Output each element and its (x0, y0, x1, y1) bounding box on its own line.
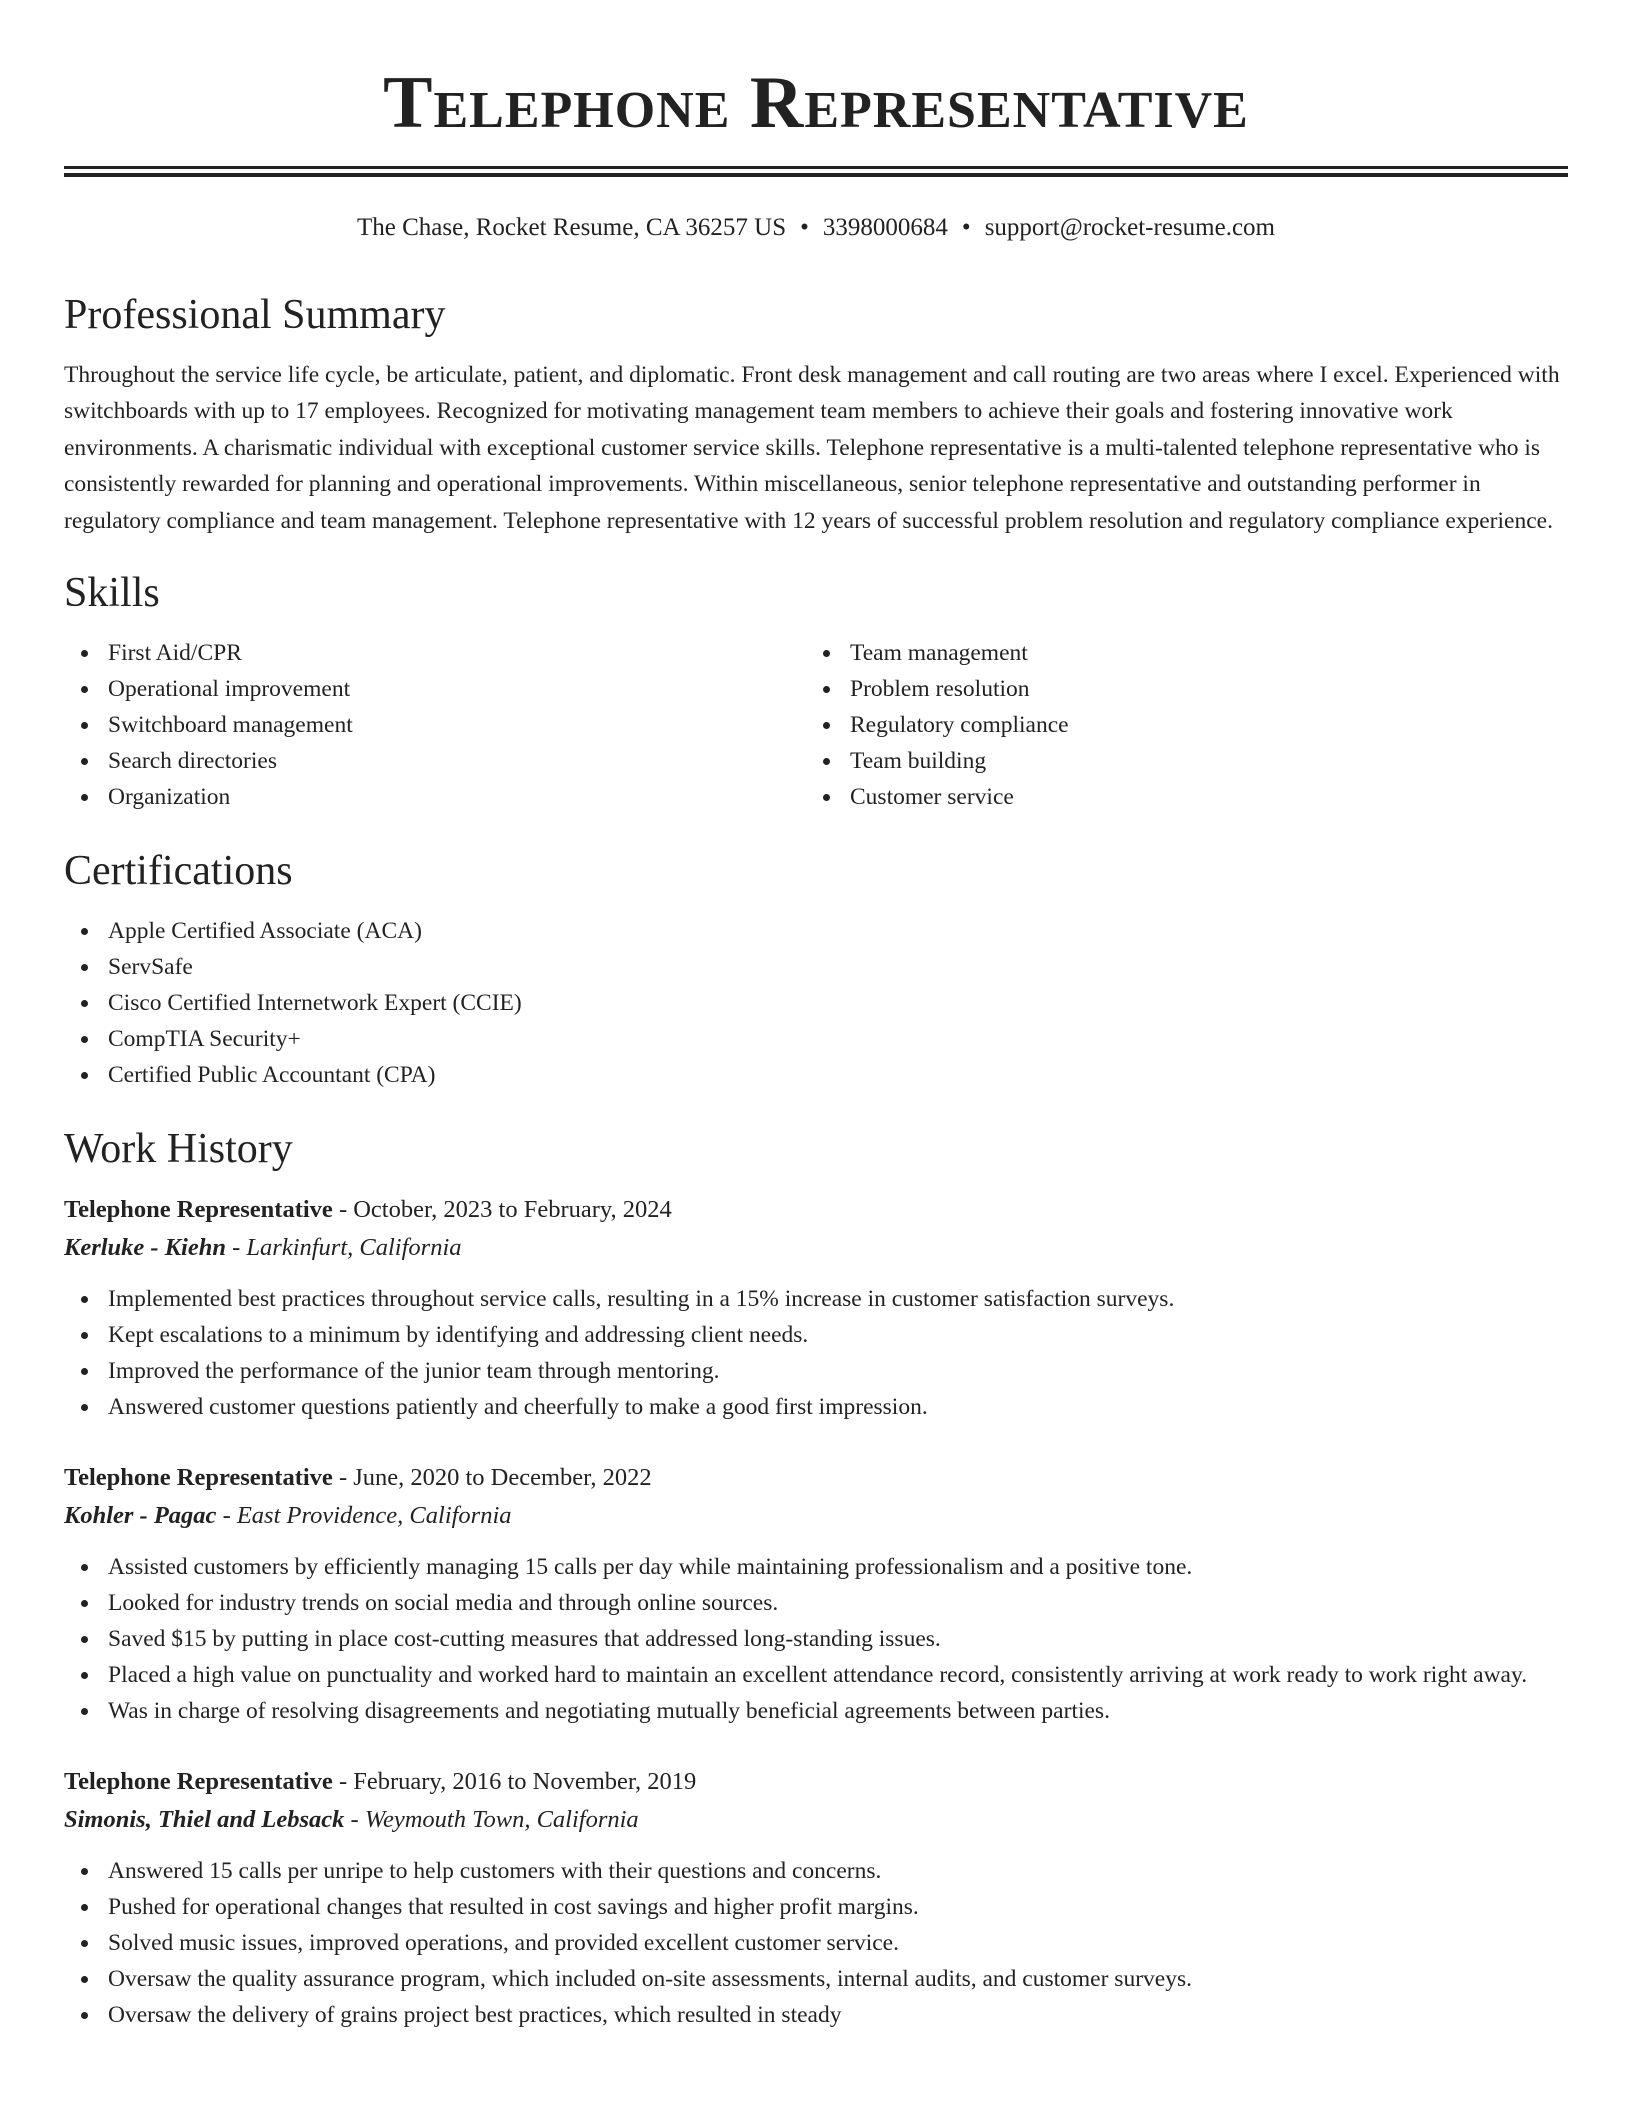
contact-separator: • (961, 214, 971, 241)
skill-item: Regulatory compliance (806, 707, 1548, 743)
skill-item: Customer service (806, 779, 1548, 815)
job-bullets (64, 1853, 1568, 2033)
job-bullet: Assisted customers by efficiently managing 15 calls per day while maintaining professionalism and a positive tone. (64, 1549, 1568, 1585)
skill-item: First Aid/CPR (64, 635, 806, 671)
skill-item: Problem resolution (806, 671, 1548, 707)
contact-address: The Chase, Rocket Resume, CA 36257 US (357, 214, 787, 241)
professional-summary-section (64, 289, 1568, 539)
contact-line (64, 211, 1568, 245)
job-bullet: Looked for industry trends on social media and through online sources. (64, 1585, 1568, 1621)
skill-item: Organization (64, 779, 806, 815)
job-bullet: Solved music issues, improved operations, and provided excellent customer service. (64, 1925, 1568, 1961)
job-title: Telephone Representative (64, 1768, 333, 1796)
skills-section (64, 567, 1568, 815)
section-heading-certifications: Certifications (64, 848, 293, 895)
job-bullet: Was in charge of resolving disagreements and negotiating mutually beneficial agreements between parties. (64, 1693, 1568, 1729)
contact-phone: 3398000684 (822, 214, 948, 241)
job-location: - East Providence, California (216, 1502, 512, 1530)
job-entry (64, 1459, 1568, 1729)
contact-email: support@rocket-resume.com (984, 214, 1275, 241)
job-bullet: Pushed for operational changes that resulted in cost savings and higher profit margins. (64, 1889, 1568, 1925)
job-location: - Larkinfurt, California (226, 1234, 462, 1262)
section-heading-work-history: Work History (64, 1126, 293, 1173)
title-divider (64, 166, 1568, 177)
job-title-line (64, 1191, 1568, 1229)
skill-item: Team management (806, 635, 1548, 671)
certification-item: Certified Public Accountant (CPA) (64, 1057, 1568, 1093)
job-company-line (64, 1801, 1568, 1839)
job-company: Simonis, Thiel and Lebsack (64, 1806, 345, 1834)
resume-title: Telephone Representative (383, 62, 1249, 144)
section-heading-summary: Professional Summary (64, 292, 446, 338)
skill-item: Search directories (64, 743, 806, 779)
job-bullet: Kept escalations to a minimum by identifying and addressing client needs. (64, 1317, 1568, 1353)
job-bullets (64, 1549, 1568, 1729)
skills-list-right (806, 635, 1548, 815)
job-bullet: Saved $15 by putting in place cost-cutting measures that addressed long-standing issues. (64, 1621, 1568, 1657)
job-title: Telephone Representative (64, 1464, 333, 1492)
skill-item: Switchboard management (64, 707, 806, 743)
certifications-list (64, 913, 1568, 1093)
job-company-line (64, 1229, 1568, 1267)
skills-grid (64, 635, 1568, 815)
certification-item: CompTIA Security+ (64, 1021, 1568, 1057)
job-title: Telephone Representative (64, 1196, 333, 1224)
certification-item: Apple Certified Associate (ACA) (64, 913, 1568, 949)
job-company: Kerluke - Kiehn (64, 1234, 226, 1262)
job-bullet: Implemented best practices throughout service calls, resulting in a 15% increase in customer satisfaction surveys. (64, 1281, 1568, 1317)
job-bullet: Answered customer questions patiently and cheerfully to make a good first impression. (64, 1389, 1568, 1425)
section-heading-skills: Skills (64, 570, 160, 617)
job-dates: - October, 2023 to February, 2024 (332, 1196, 672, 1224)
job-title-line (64, 1459, 1568, 1497)
skill-item: Operational improvement (64, 671, 806, 707)
job-bullet: Improved the performance of the junior team through mentoring. (64, 1353, 1568, 1389)
skills-list-left (64, 635, 806, 815)
job-company: Kohler - Pagac (64, 1502, 217, 1530)
summary-text: Throughout the service life cycle, be articulate, patient, and diplomatic. Front desk management and call routing are two areas where I excel. Experienced with switchboards with up to 17 employees. Recognized for motivating management team members to achieve their goals and fostering innovative work environments. A charismatic individual with exceptional customer service skills. Telephone representative is a multi-talented telephone representative who is consistently rewarded for planning and operational improvements. Within miscellaneous, senior telephone representative and outstanding performer in regulatory compliance and team management. Telephone representative with 12 years of successful problem resolution and regulatory compliance experience. (64, 362, 1560, 534)
job-bullets (64, 1281, 1568, 1425)
certifications-section (64, 845, 1568, 1093)
contact-separator: • (800, 214, 809, 241)
skill-item: Team building (806, 743, 1548, 779)
certification-item: Cisco Certified Internetwork Expert (CCIE) (64, 985, 1568, 1021)
job-location: - Weymouth Town, California (344, 1806, 639, 1834)
job-bullet: Oversaw the delivery of grains project best practices, which resulted in steady (64, 1997, 1568, 2033)
job-bullet: Answered 15 calls per unripe to help customers with their questions and concerns. (64, 1853, 1568, 1889)
job-dates: - February, 2016 to November, 2019 (332, 1768, 697, 1796)
job-bullet: Oversaw the quality assurance program, which included on-site assessments, internal audits, and customer surveys. (64, 1961, 1568, 1997)
job-dates: - June, 2020 to December, 2022 (332, 1464, 652, 1492)
resume-page (64, 0, 1568, 2112)
job-entry (64, 1763, 1568, 2033)
certification-item: ServSafe (64, 949, 1568, 985)
job-bullet: Placed a high value on punctuality and worked hard to maintain an excellent attendance record, consistently arriving at work ready to work right away. (64, 1657, 1568, 1693)
work-history-section (64, 1123, 1568, 2033)
job-company-line (64, 1497, 1568, 1535)
job-entry (64, 1191, 1568, 1425)
job-title-line (64, 1763, 1568, 1801)
